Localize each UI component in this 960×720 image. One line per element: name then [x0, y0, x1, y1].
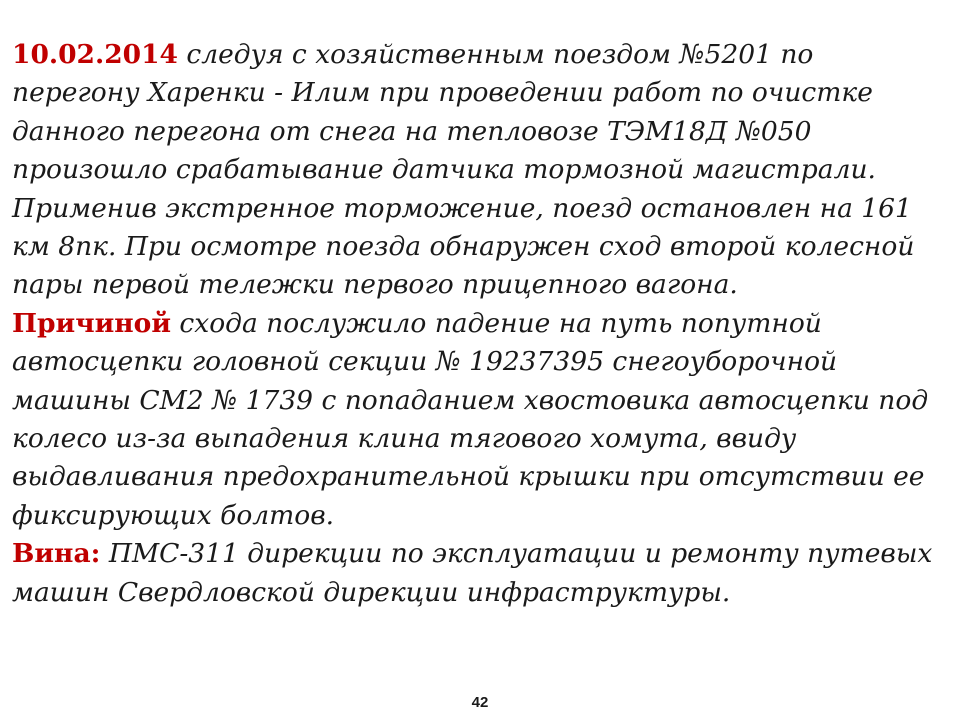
page-number: 42	[471, 694, 489, 711]
paragraph-cause	[12, 305, 942, 535]
slide-body	[12, 36, 942, 612]
incident-date: 10.02.2014	[12, 39, 178, 70]
cause-label: Причиной	[12, 307, 171, 339]
fault-label: Вина:	[12, 538, 101, 570]
incident-description: следуя с хозяйственным поездом №5201 по перегону Харенки - Илим при проведении работ по очистке данного перегона от снега на тепловозе ТЭМ18Д №050 произошло срабатывание датчика тормозной магистрали. Применив экстренное торможение, поезд остановлен на 161 км 8пк. При осмотре поезда обнаружен сход второй колесной пары первой тележки первого прицепного вагона.	[12, 39, 915, 301]
fault-description: ПМС-311 дирекции по эксплуатации и ремонту путевых машин Свердловской дирекции инфраструктуры.	[12, 538, 933, 608]
paragraph-fault	[12, 535, 942, 612]
cause-description: схода послужило падение на путь попутной автосцепки головной секции № 19237395 снегоуборочной машины СМ2 № 1739 с попаданием хвостовика автосцепки под колесо из-за выпадения клина тягового хомута, ввиду выдавливания предохранительной крышки при отсутствии ее фиксирующих болтов.	[12, 307, 929, 531]
paragraph-incident	[12, 36, 942, 305]
